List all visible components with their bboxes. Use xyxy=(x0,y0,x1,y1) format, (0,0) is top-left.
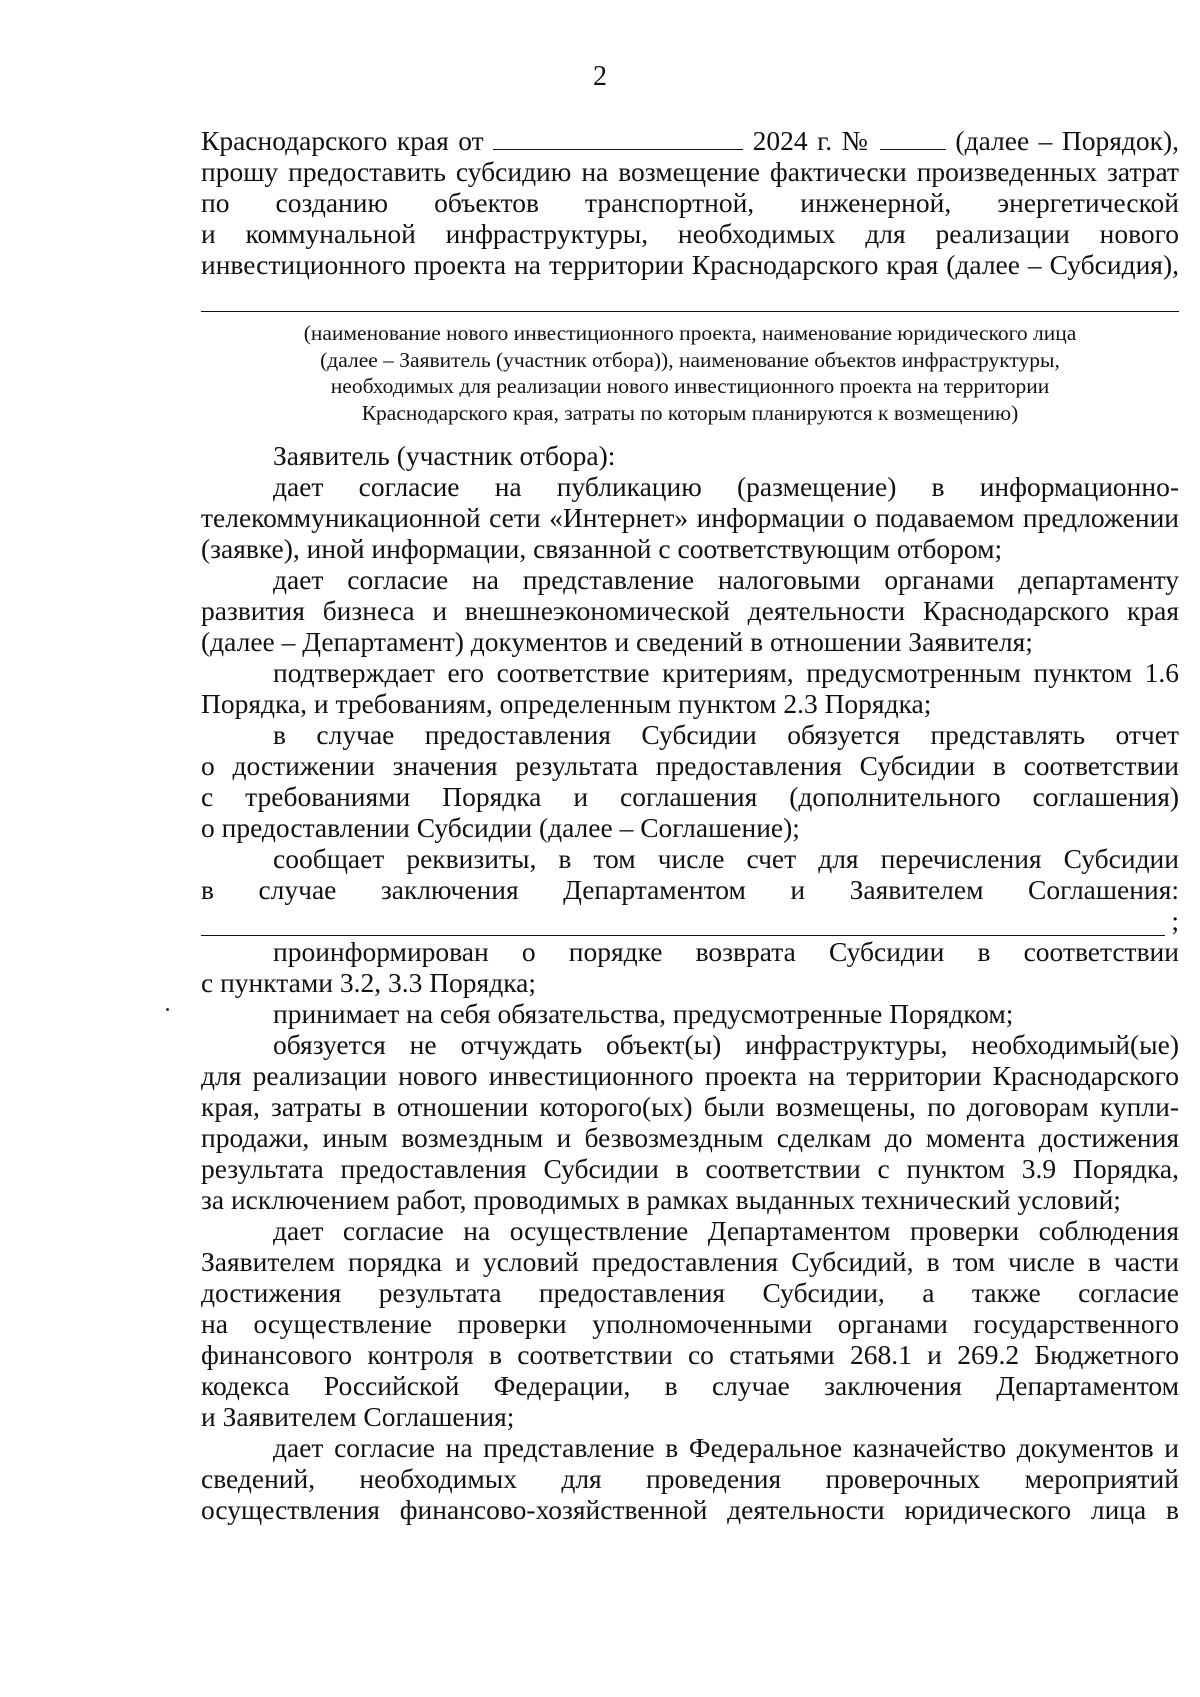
paragraph-line: дает согласие на представление в Федеральное казначейство документов и xyxy=(273,1432,1179,1463)
caption-line: (далее – Заявитель (участник отбора)), наименование объектов инфраструктуры, xyxy=(320,347,1060,372)
paragraph-line: продажи, иным возмездным и безвозмездным сделкам до момента достижения xyxy=(201,1122,1179,1153)
applicant-heading: Заявитель (участник отбора): xyxy=(273,440,616,471)
page-number: 2 xyxy=(593,61,607,92)
paragraph-line: о предоставлении Субсидии (далее – Соглашение); xyxy=(201,812,800,843)
paragraph-line: принимает на себя обязательства, предусмотренные Порядком; xyxy=(273,998,1014,1029)
paragraph-line: обязуется не отчуждать объект(ы) инфраструктуры, необходимый(ые) xyxy=(273,1029,1179,1060)
paragraph-line: (заявке), иной информации, связанной с соответствующим отбором; xyxy=(201,533,1003,564)
paragraph-line: для реализации нового инвестиционного проекта на территории Краснодарского xyxy=(201,1060,1179,1091)
paragraph-line: (далее – Департамент) документов и сведений в отношении Заявителя; xyxy=(201,626,1033,657)
paragraph-line: сведений, необходимых для проведения проверочных мероприятий xyxy=(201,1463,1179,1494)
document-body xyxy=(201,125,1179,1525)
paragraph-line: в случае предоставления Субсидии обязуется представлять отчет xyxy=(273,719,1179,750)
paragraph-line: достижения результата предоставления Субсидии, а также согласие xyxy=(201,1277,1179,1308)
paragraph-line: Заявителем порядка и условий предоставления Субсидий, в том числе в части xyxy=(201,1246,1179,1277)
paragraph-line: с требованиями Порядка и соглашения (дополнительного соглашения) xyxy=(201,781,1179,812)
paragraph-line: и Заявителем Соглашения; xyxy=(201,1401,515,1432)
caption-line: Краснодарского края, затраты по которым планируются к возмещению) xyxy=(361,400,1019,425)
fill-line-caption xyxy=(201,320,1179,426)
paragraph-line: дает согласие на представление налоговыми органами департаменту xyxy=(273,564,1179,595)
intro-line: инвестиционного проекта на территории Краснодарского края (далее – Субсидия), xyxy=(201,249,1179,280)
scan-speck xyxy=(166,1008,169,1011)
paragraph-line: результата предоставления Субсидии в соответствии с пунктом 3.9 Порядка, xyxy=(201,1153,1179,1184)
header-line xyxy=(201,125,1179,156)
intro-line: прошу предоставить субсидию на возмещение фактически произведенных затрат xyxy=(201,156,1179,187)
caption-line: (наименование нового инвестиционного проекта, наименование юридического лица xyxy=(303,321,1077,345)
header-segment-1: Краснодарского края от xyxy=(201,125,494,156)
paragraph-line: края, затраты в отношении которого(ых) были возмещены, по договорам купли- xyxy=(201,1091,1179,1122)
paragraph-line: на осуществление проверки уполномоченными органами государственного xyxy=(201,1308,1179,1339)
requisites-fill-line xyxy=(201,905,1179,936)
paragraph-line: телекоммуникационной сети «Интернет» информации о подаваемом предложении xyxy=(201,502,1179,533)
paragraph-line: Порядка, и требованиям, определенным пунктом 2.3 Порядка; xyxy=(201,688,932,719)
paragraph-line: в случае заключения Департаментом и Заявителем Соглашения: xyxy=(201,874,1179,905)
paragraph-line: за исключением работ, проводимых в рамках выданных технический условий; xyxy=(201,1184,1121,1215)
project-name-fill-line xyxy=(201,280,1179,316)
paragraph-line: с пунктами 3.2, 3.3 Порядка; xyxy=(201,967,536,998)
header-segment-3: (далее – Порядок), xyxy=(945,125,1179,156)
paragraph-line: дает согласие на публикацию (размещение) в информационно- xyxy=(273,471,1179,502)
paragraph-line: сообщает реквизиты, в том числе счет для перечисления Субсидии xyxy=(273,843,1179,874)
number-blank xyxy=(880,125,946,150)
header-segment-2: 2024 г. № xyxy=(743,125,880,156)
paragraph-line: подтверждает его соответствие критериям, предусмотренным пунктом 1.6 xyxy=(273,657,1179,688)
caption-line: необходимых для реализации нового инвестиционного проекта на территории xyxy=(330,374,1050,398)
paragraph-line: осуществления финансово-хозяйственной деятельности юридического лица в xyxy=(201,1494,1179,1525)
paragraph-line: проинформирован о порядке возврата Субсидии в соответствии xyxy=(273,936,1179,967)
intro-line: и коммунальной инфраструктуры, необходимых для реализации нового xyxy=(201,218,1179,249)
paragraph-line: дает согласие на осуществление Департаментом проверки соблюдения xyxy=(273,1215,1179,1246)
requisites-semicolon: ; xyxy=(1171,905,1179,936)
paragraph-line: развития бизнеса и внешнеэкономической деятельности Краснодарского края xyxy=(201,595,1179,626)
paragraph-line: кодекса Российской Федерации, в случае заключения Департаментом xyxy=(201,1370,1179,1401)
paragraph-line: о достижении значения результата предоставления Субсидии в соответствии xyxy=(201,750,1179,781)
date-blank xyxy=(493,125,743,150)
requisites-blank xyxy=(201,911,1165,936)
intro-line: по созданию объектов транспортной, инженерной, энергетической xyxy=(201,187,1179,218)
paragraph-line: финансового контроля в соответствии со статьями 268.1 и 269.2 Бюджетного xyxy=(201,1339,1179,1370)
